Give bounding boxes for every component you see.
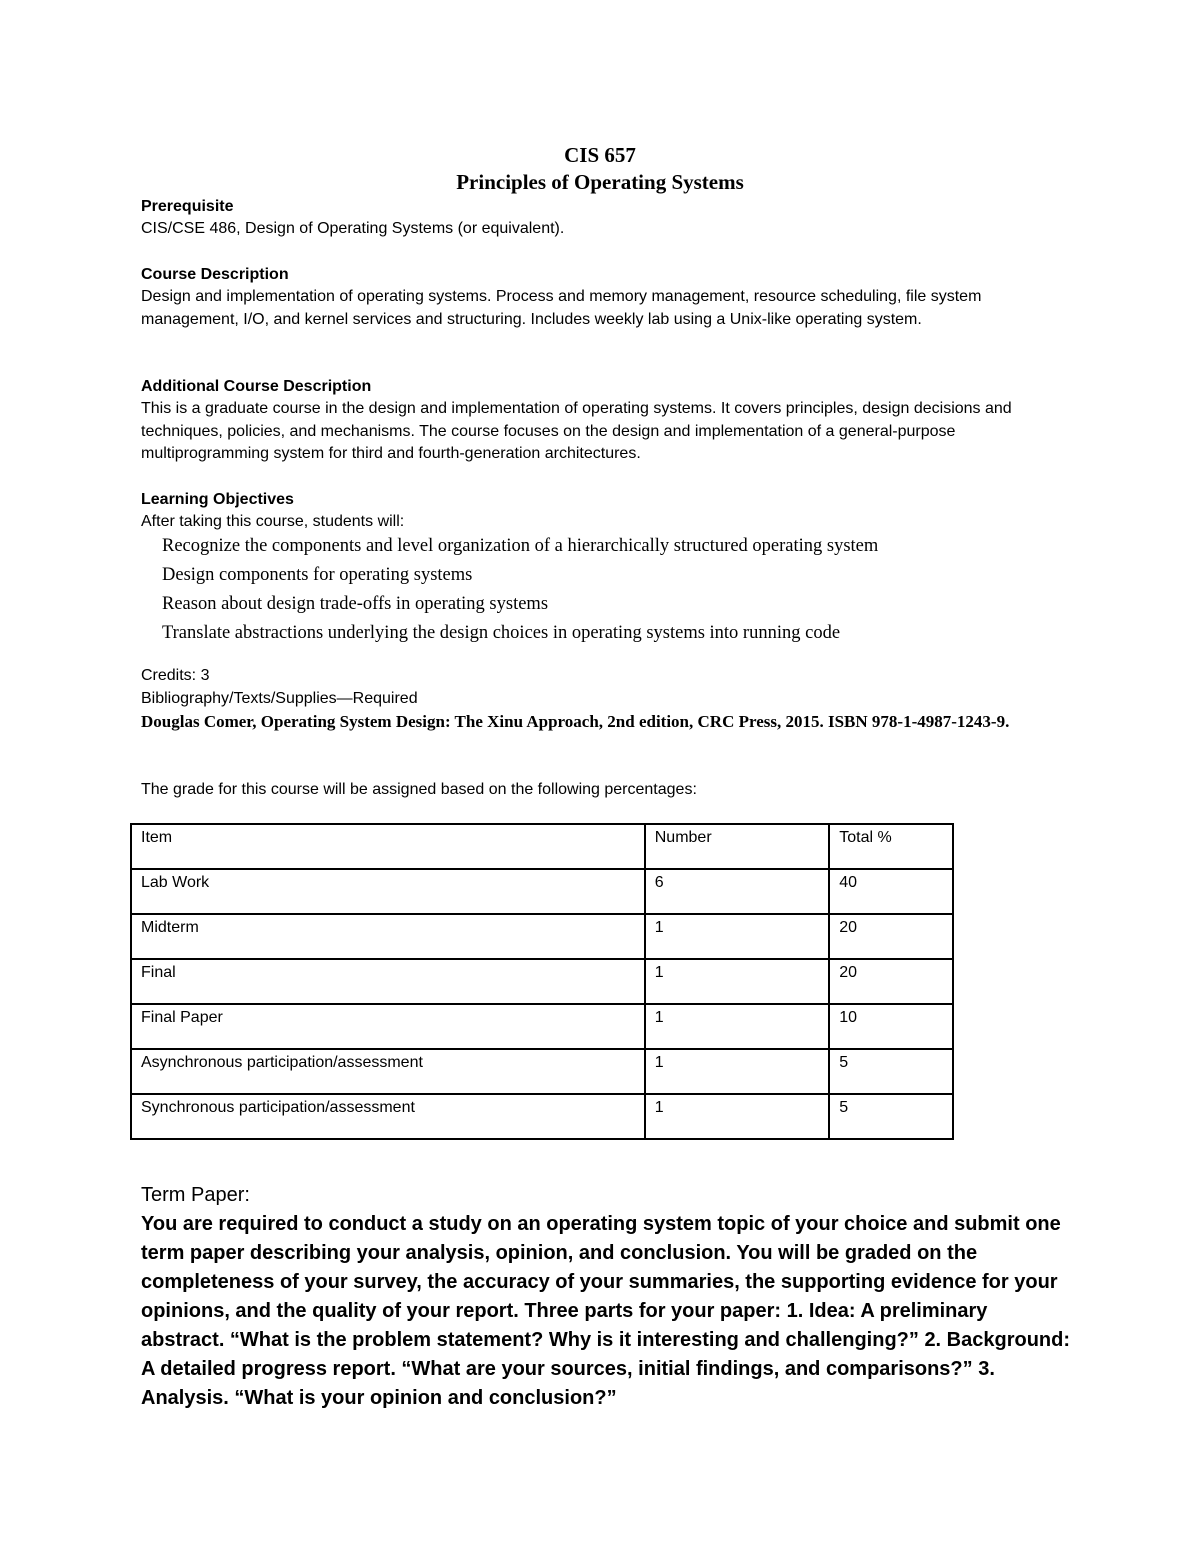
column-header-total: Total %: [829, 824, 953, 869]
list-item: Reason about design trade-offs in operating systems: [162, 594, 549, 614]
learning-objectives-section: [141, 489, 1061, 534]
table-row: [131, 959, 953, 1004]
cell-item: Asynchronous participation/assessment: [131, 1049, 645, 1094]
table-row: [131, 914, 953, 959]
cell-item: Synchronous participation/assessment: [131, 1094, 645, 1139]
required-textbook: Douglas Comer, Operating System Design: The Xinu Approach, 2nd edition, CRC Press, 2015. ISBN 978-1-4987-1243-9.: [141, 712, 1010, 731]
cell-number: 1: [645, 914, 830, 959]
table-row: [131, 869, 953, 914]
term-paper-text: You are required to conduct a study on an operating system topic of your choice and submit one term paper describing your analysis, opinion, and conclusion. You will be graded on the completeness of your survey, the accuracy of your summaries, the supporting evidence for your opinions, and the quality of your report. Three parts for your paper: 1. Idea: A preliminary abstract. “What is the problem statement? Why is it interesting and challenging?” 2. Background: A detailed progress report. “What are your sources, initial findings, and comparisons?” 3. Analysis. “What is your opinion and conclusion?”: [141, 1213, 1071, 1409]
cell-number: 6: [645, 869, 830, 914]
cell-number: 1: [645, 1004, 830, 1049]
course-description-heading: Course Description: [141, 266, 289, 283]
cell-number: 1: [645, 959, 830, 1004]
course-code: CIS 657: [564, 143, 636, 167]
additional-description-section: [141, 376, 1061, 466]
table-row: [131, 1049, 953, 1094]
list-item: Translate abstractions underlying the design choices in operating systems into running code: [162, 623, 841, 643]
bibliography-label: Bibliography/Texts/Supplies—Required: [141, 689, 418, 707]
cell-number: 1: [645, 1049, 830, 1094]
prerequisite-section: [141, 196, 1061, 241]
column-header-number: Number: [645, 824, 830, 869]
learning-objectives-list: [162, 532, 1062, 648]
term-paper-section: [141, 1181, 1076, 1413]
learning-objectives-intro: After taking this course, students will:: [141, 513, 405, 530]
prerequisite-heading: Prerequisite: [141, 198, 234, 215]
cell-total: 40: [829, 869, 953, 914]
cell-total: 5: [829, 1094, 953, 1139]
cell-number: 1: [645, 1094, 830, 1139]
credits-text: Credits: 3: [141, 667, 210, 684]
cell-total: 20: [829, 959, 953, 1004]
credits-bibliography-section: [141, 665, 1061, 734]
course-description-section: [141, 264, 1061, 331]
cell-total: 20: [829, 914, 953, 959]
course-description-text: Design and implementation of operating systems. Process and memory management, resource scheduling, file system management, I/O, and kernel services and structuring. Includes weekly lab using a Unix-like operating system.: [141, 288, 982, 328]
list-item: Design components for operating systems: [162, 565, 473, 585]
cell-item: Lab Work: [131, 869, 645, 914]
list-item: Recognize the components and level organization of a hierarchically structured operating system: [162, 536, 879, 556]
prerequisite-text: CIS/CSE 486, Design of Operating Systems (or equivalent).: [141, 220, 565, 237]
cell-item: Midterm: [131, 914, 645, 959]
table-row: [131, 1004, 953, 1049]
column-header-item: Item: [131, 824, 645, 869]
additional-description-text: This is a graduate course in the design and implementation of operating systems. It covers principles, design decisions and techniques, policies, and mechanisms. The course focuses on the design and implementation of a general-purpose multiprogramming system for third and fourth-generation architectures.: [141, 400, 1012, 462]
table-row: [131, 1094, 953, 1139]
table-header-row: [131, 824, 953, 869]
cell-item: Final Paper: [131, 1004, 645, 1049]
grading-table: [130, 823, 954, 1140]
grading-intro: The grade for this course will be assigned based on the following percentages:: [141, 781, 697, 798]
additional-description-heading: Additional Course Description: [141, 378, 372, 395]
term-paper-heading: Term Paper:: [141, 1184, 250, 1206]
cell-total: 5: [829, 1049, 953, 1094]
cell-item: Final: [131, 959, 645, 1004]
learning-objectives-heading: Learning Objectives: [141, 491, 294, 508]
cell-total: 10: [829, 1004, 953, 1049]
course-name: Principles of Operating Systems: [456, 170, 744, 194]
